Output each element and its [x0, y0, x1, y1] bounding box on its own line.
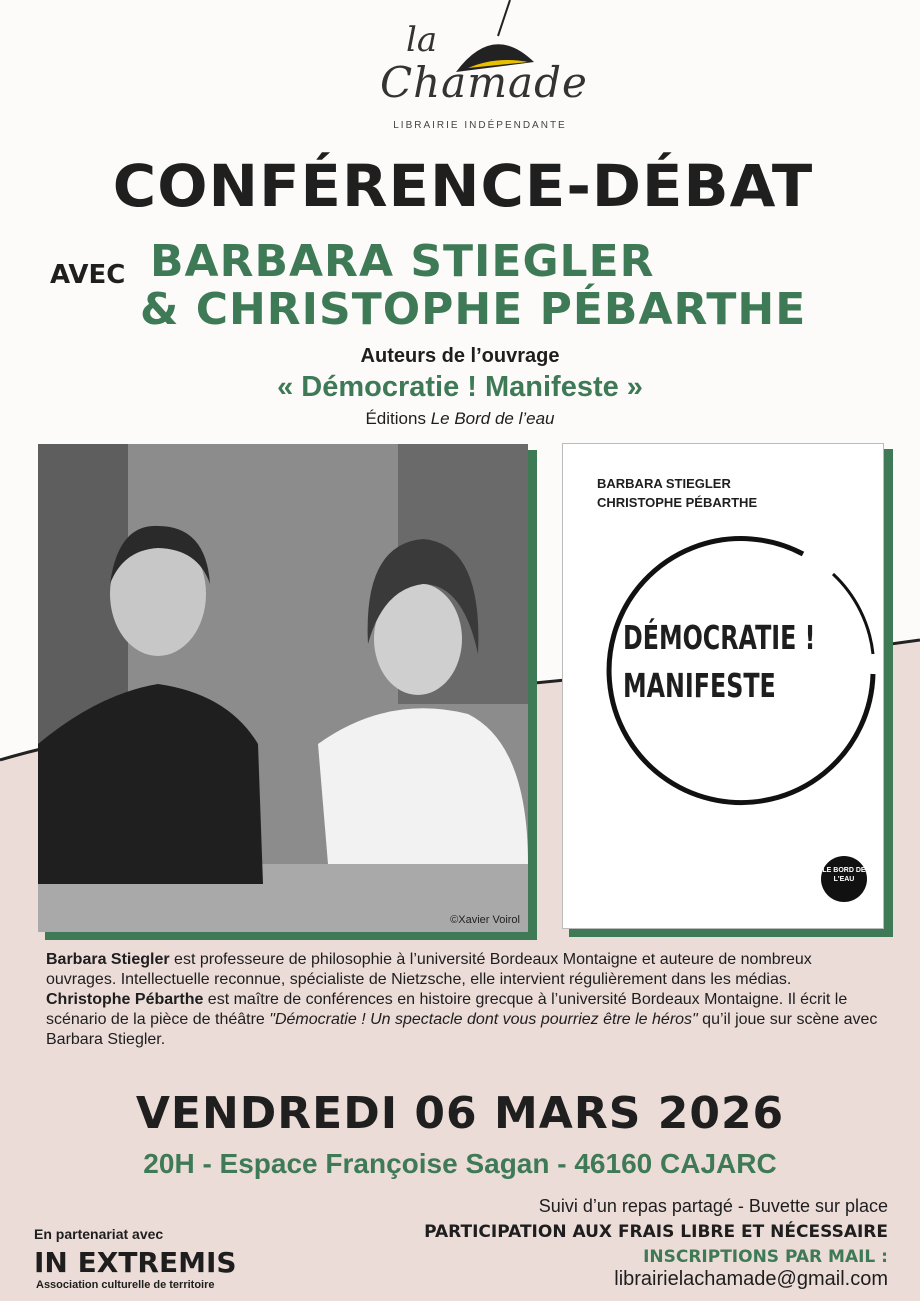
event-title: CONFÉRENCE-DÉBAT [112, 152, 814, 220]
partner-logo: IN EXTREMIS [34, 1246, 237, 1279]
bio-text [46, 950, 886, 1050]
bio-text-2b: qu’il joue sur scène avec Barbara Stiegler. [46, 1011, 878, 1048]
photo-credit: ©Xavier Voirol [450, 914, 520, 926]
event-date: VENDREDI 06 MARS 2026 [135, 1088, 785, 1139]
bio-text-2a: est maître de conférences en histoire grecque à l’université Bordeaux Montaigne. Il écrit le scénario de la pièce de théâtre [46, 991, 848, 1028]
bio-name-1: Barbara Stiegler [46, 951, 170, 968]
bio-text-1: est professeure de philosophie à l’université Bordeaux Montaigne et auteure de nombreux ouvrages. Intellectuelle reconnue, spécialiste de Nietzsche, elle intervient régulièrement dans les médias. [46, 951, 812, 988]
book-cover [562, 443, 884, 929]
logo-la: la [406, 20, 438, 60]
avec-label: AVEC [50, 260, 126, 290]
partner-intro: En partenariat avec [34, 1226, 164, 1242]
editions-prefix: Éditions [365, 409, 426, 428]
publisher-logo: LE BORD DE L'EAU [821, 856, 867, 902]
logo-subtitle: LIBRAIRIE INDÉPENDANTE [393, 120, 567, 131]
inscriptions-line: INSCRIPTIONS PAR MAIL : [643, 1247, 888, 1267]
book-title: « Démocratie ! Manifeste » [277, 371, 643, 403]
bio-paragraph-1 [46, 950, 886, 990]
book-author-1: BARBARA STIEGLER [597, 476, 731, 491]
editions-line [0, 409, 920, 429]
event-place: 20H - Espace Françoise Sagan - 46160 CAJARC [143, 1148, 777, 1179]
editions-name: Le Bord de l’eau [430, 409, 555, 428]
speaker-1: BARBARA STIEGLER [150, 236, 655, 287]
contact-email[interactable]: librairielachamade@gmail.com [614, 1268, 888, 1290]
repas-line: Suivi d’un repas partagé - Buvette sur place [538, 1196, 888, 1216]
partner-assoc: Association culturelle de territoire [36, 1279, 215, 1291]
book-cover-title [623, 614, 815, 710]
authors-photo [38, 444, 528, 932]
bio-paragraph-2 [46, 990, 886, 1050]
logo-name: Chamade [380, 58, 588, 107]
book-author-2: CHRISTOPHE PÉBARTHE [597, 495, 758, 510]
book-authors [597, 474, 757, 512]
book-cover-title-2: MANIFESTE [623, 666, 776, 705]
participation-line: PARTICIPATION AUX FRAIS LIBRE ET NÉCESSAIRE [424, 1222, 888, 1242]
authors-line: Auteurs de l’ouvrage [360, 345, 560, 367]
bio-name-2: Christophe Pébarthe [46, 991, 204, 1008]
bio-play: "Démocratie ! Un spectacle dont vous pourriez être le héros" [269, 1011, 698, 1028]
photo-illustration [38, 444, 528, 932]
book-cover-title-1: DÉMOCRATIE ! [623, 618, 816, 657]
speaker-2: & CHRISTOPHE PÉBARTHE [140, 284, 807, 335]
